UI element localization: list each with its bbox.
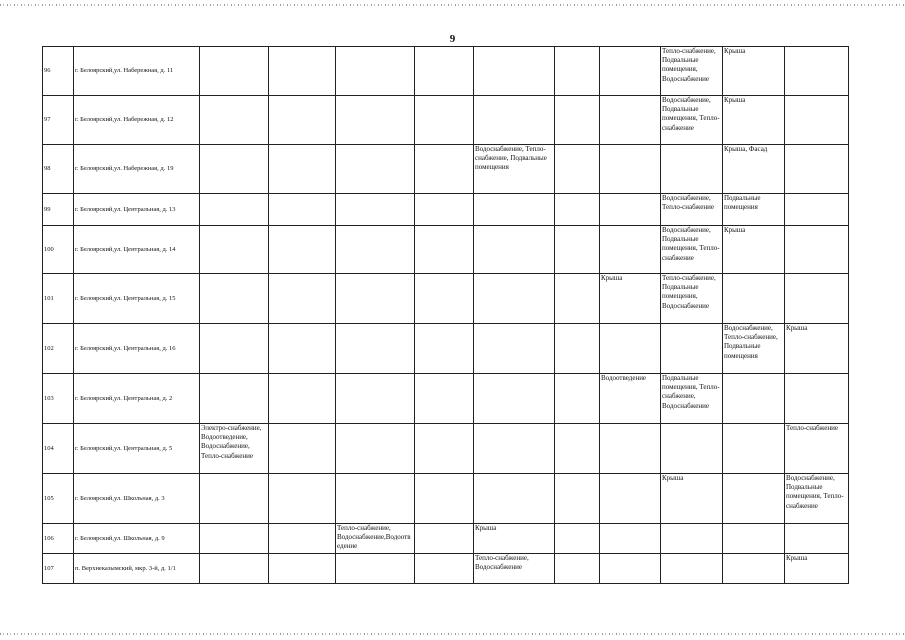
work-type-cell: Крыша [661,474,723,524]
work-type-cell [415,554,474,584]
work-type-cell [200,524,269,554]
work-type-cell [600,145,661,194]
work-type-cell: Водоснабжение, Подвальные помещения, Тепло-снабжение [661,96,723,145]
row-number: 101 [43,274,74,324]
table-row [43,47,849,96]
work-type-cell: Крыша [474,524,555,554]
work-type-cell [474,226,555,274]
address-cell: г. Белоярский,ул. Центральная, д. 15 [74,274,200,324]
work-type-cell [474,324,555,374]
work-type-cell [269,424,336,474]
work-type-cell [723,374,785,424]
row-number: 106 [43,524,74,554]
work-type-cell [415,194,474,226]
work-type-cell [336,374,415,424]
work-type-cell [555,226,600,274]
work-type-cell: Тепло-снабжение, Водоснабжение,Водоотведение [336,524,415,554]
table-row [43,145,849,194]
work-type-cell [785,194,849,226]
row-number: 107 [43,554,74,584]
work-type-cell [269,374,336,424]
work-type-cell [600,474,661,524]
table-row [43,324,849,374]
work-type-cell [474,274,555,324]
row-number: 97 [43,96,74,145]
work-type-cell [269,474,336,524]
work-type-cell: Подвальные помещения, Тепло-снабжение, Водоснабжение [661,374,723,424]
scan-edge-top [0,4,905,6]
scan-edge-bottom [0,633,905,635]
work-type-cell [269,524,336,554]
row-number: 99 [43,194,74,226]
work-type-cell [474,374,555,424]
work-type-cell: Водоснабжение, Тепло-снабжение, Подвальные помещения [723,324,785,374]
work-type-cell [269,145,336,194]
work-type-cell [336,96,415,145]
work-type-cell [785,374,849,424]
work-type-cell: Электро-снабжение, Водоотведение, Водоснабжение, Тепло-снабжение [200,424,269,474]
work-type-cell [555,474,600,524]
address-cell: г. Белоярский,ул. Центральная, д. 2 [74,374,200,424]
work-type-cell [269,194,336,226]
work-type-cell [200,145,269,194]
work-type-cell [785,96,849,145]
work-type-cell [269,324,336,374]
work-type-cell [600,424,661,474]
work-type-cell [600,324,661,374]
table-row [43,474,849,524]
work-type-cell [415,274,474,324]
work-type-cell [336,424,415,474]
table-row [43,194,849,226]
address-cell: г. Белоярский,ул. Центральная, д. 13 [74,194,200,226]
work-type-cell: Подвальные помещения [723,194,785,226]
work-type-cell [415,474,474,524]
work-type-cell [555,274,600,324]
table-row [43,374,849,424]
address-cell: г. Белоярский,ул. Центральная, д. 5 [74,424,200,474]
work-type-cell [555,554,600,584]
work-type-cell [336,474,415,524]
work-type-cell [269,554,336,584]
work-type-cell [200,194,269,226]
work-type-cell [269,47,336,96]
work-type-cell [661,145,723,194]
work-type-cell [723,524,785,554]
work-type-cell: Тепло-снабжение [785,424,849,474]
work-type-cell: Водоснабжение, Подвальные помещения, Тепло-снабжение [785,474,849,524]
work-type-cell [269,226,336,274]
work-type-cell [336,324,415,374]
work-type-cell: Крыша [785,554,849,584]
work-type-cell [474,96,555,145]
work-type-cell: Водоснабжение, Подвальные помещения, Тепло-снабжение [661,226,723,274]
work-type-cell [785,524,849,554]
repair-schedule-table [42,46,849,584]
work-type-cell [555,374,600,424]
work-type-cell [415,226,474,274]
table-row [43,96,849,145]
work-type-cell [661,324,723,374]
work-type-cell [200,374,269,424]
work-type-cell [415,424,474,474]
table-body [43,47,849,584]
work-type-cell [661,524,723,554]
row-number: 96 [43,47,74,96]
work-type-cell [200,226,269,274]
work-type-cell [415,47,474,96]
work-type-cell: Тепло-снабжение, Подвальные помещения, Водоснабжение [661,47,723,96]
work-type-cell: Водоотведение [600,374,661,424]
address-cell: п. Верхнеказымский, мкр. 3-й, д. 1/1 [74,554,200,584]
work-type-cell [555,96,600,145]
work-type-cell [785,226,849,274]
work-type-cell [415,145,474,194]
work-type-cell [555,424,600,474]
work-type-cell [336,274,415,324]
address-cell: г. Белоярский,ул. Центральная, д. 14 [74,226,200,274]
work-type-cell: Крыша [723,96,785,145]
work-type-cell [200,274,269,324]
work-type-cell [336,194,415,226]
work-type-cell: Крыша, Фасад [723,145,785,194]
row-number: 104 [43,424,74,474]
work-type-cell: Крыша [723,226,785,274]
work-type-cell [200,554,269,584]
row-number: 102 [43,324,74,374]
work-type-cell [785,274,849,324]
table-row [43,226,849,274]
address-cell: г. Белоярский,ул. Школьная, д. 9 [74,524,200,554]
work-type-cell [785,47,849,96]
work-type-cell: Тепло-снабжение, Подвальные помещения, Водоснабжение [661,274,723,324]
work-type-cell [600,226,661,274]
table-row [43,274,849,324]
work-type-cell [200,324,269,374]
page-number: 9 [449,33,456,45]
table-row [43,554,849,584]
work-type-cell [661,554,723,584]
address-cell: г. Белоярский,ул. Набережная, д. 11 [74,47,200,96]
work-type-cell [474,474,555,524]
work-type-cell [200,474,269,524]
work-type-cell [600,194,661,226]
work-type-cell: Крыша [785,324,849,374]
address-cell: г. Белоярский,ул. Центральная, д. 16 [74,324,200,374]
work-type-cell: Крыша [600,274,661,324]
work-type-cell [415,374,474,424]
table-row [43,424,849,474]
address-cell: г. Белоярский,ул. Набережная, д. 19 [74,145,200,194]
row-number: 100 [43,226,74,274]
work-type-cell [336,145,415,194]
work-type-cell [600,47,661,96]
row-number: 103 [43,374,74,424]
table-row [43,524,849,554]
work-type-cell [723,554,785,584]
work-type-cell [555,194,600,226]
work-type-cell: Водоснабжение, Тепло-снабжение [661,194,723,226]
work-type-cell [474,194,555,226]
work-type-cell [336,47,415,96]
work-type-cell [555,47,600,96]
work-type-cell [600,524,661,554]
work-type-cell: Крыша [723,47,785,96]
work-type-cell [415,96,474,145]
work-type-cell [415,324,474,374]
work-type-cell [415,524,474,554]
work-type-cell: Водоснабжение, Тепло-снабжение, Подвальные помещения [474,145,555,194]
work-type-cell [200,47,269,96]
work-type-cell [661,424,723,474]
work-type-cell [336,226,415,274]
work-type-cell [600,554,661,584]
work-type-cell [723,474,785,524]
work-type-cell [200,96,269,145]
row-number: 105 [43,474,74,524]
work-type-cell [723,424,785,474]
work-type-cell [474,424,555,474]
work-type-cell [336,554,415,584]
work-type-cell [555,524,600,554]
work-type-cell [269,96,336,145]
work-type-cell [269,274,336,324]
address-cell: г. Белоярский,ул. Школьная, д. 3 [74,474,200,524]
work-type-cell [555,145,600,194]
work-type-cell [474,47,555,96]
work-type-cell [723,274,785,324]
address-cell: г. Белоярский,ул. Набережная, д. 12 [74,96,200,145]
row-number: 98 [43,145,74,194]
work-type-cell [600,96,661,145]
work-type-cell [785,145,849,194]
work-type-cell: Тепло-снабжение, Водоснабжение [474,554,555,584]
work-type-cell [555,324,600,374]
